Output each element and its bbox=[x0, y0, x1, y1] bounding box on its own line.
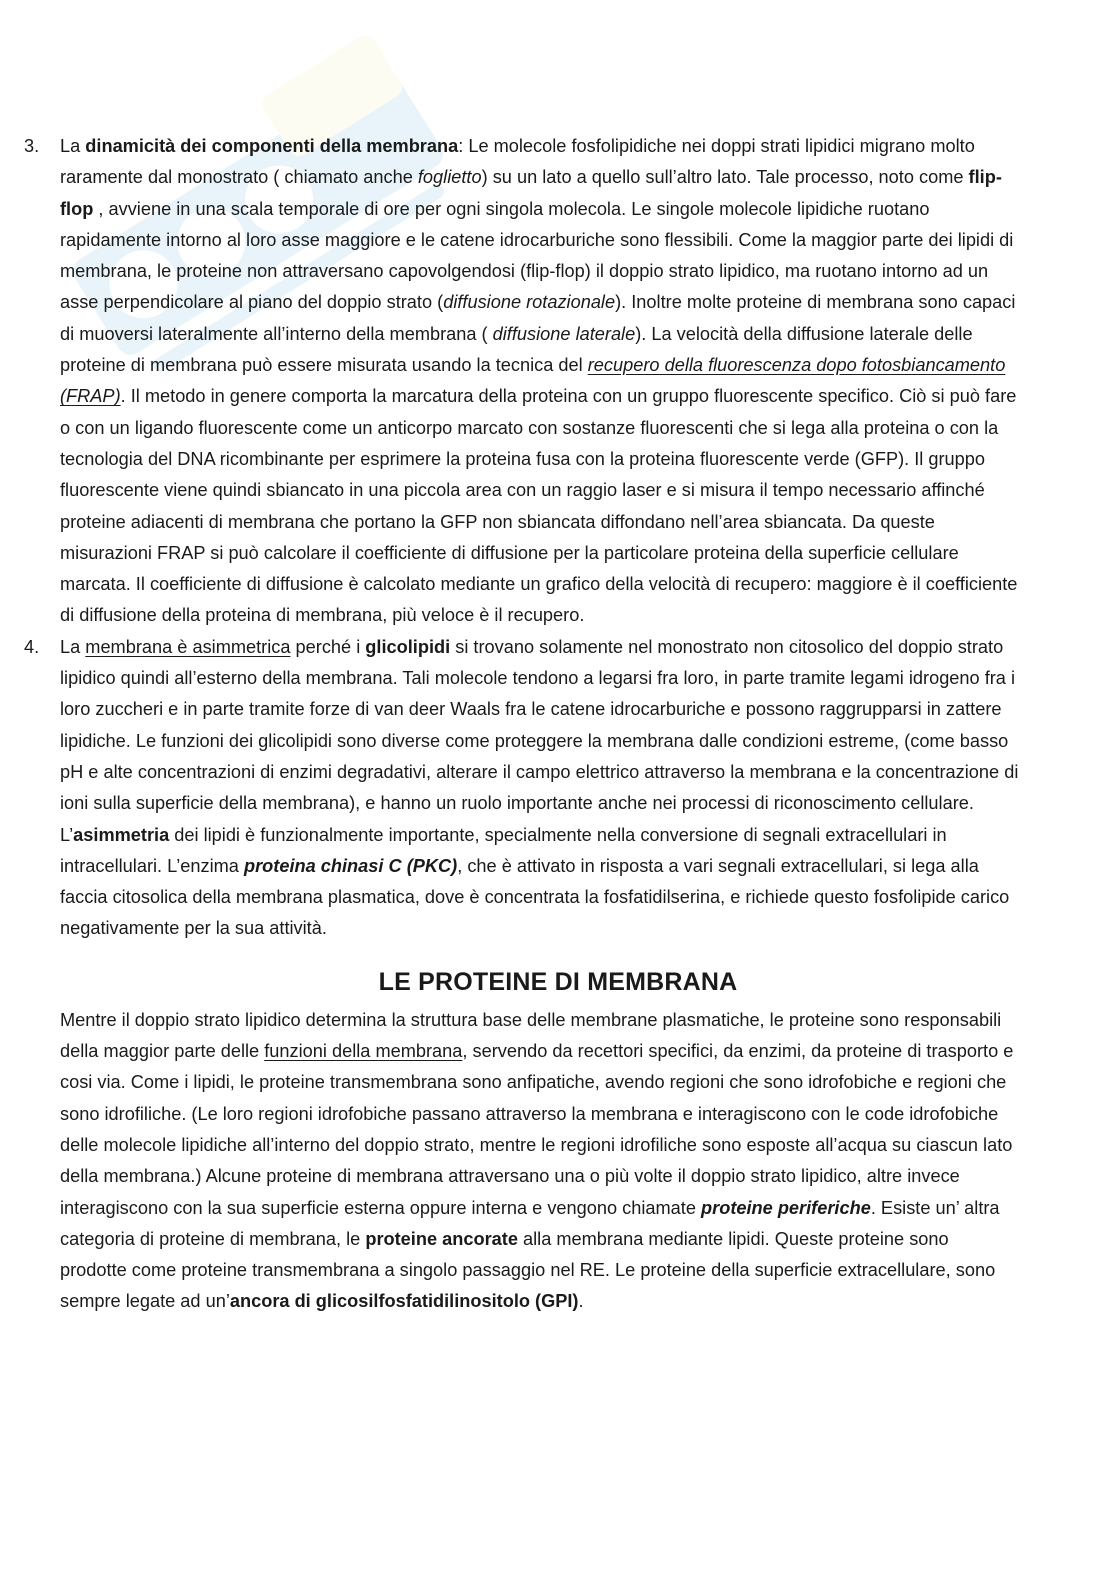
list-item-text: La membrana è asimmetrica perché i glicolipidi si trovano solamente nel monostrato non citosolico del doppio strato lipidico quindi all’esterno della membrana. Tali molecole tendono a legarsi fra loro, in parte tramite legami idrogeno fra i loro zuccheri e in parte tramite forze di van deer Waals fra le catene idrocarburiche e possono raggrupparsi in zattere lipidiche. Le funzioni dei glicolipidi sono diverse come proteggere la membrana dalle condizioni estreme, (come basso pH e alte concentrazioni di enzimi degradativi, alterare il campo elettrico attraverso la membrana e la concentrazione di ioni sulla superficie della membrana), e hanno un ruolo importante anche nei processi di riconoscimento cellulare. L’asimmetria dei lipidi è funzionalmente importante, specialmente nella conversione di segnali extracellulari in intracellulari. L’enzima proteina chinasi C (PKC), che è attivato in risposta a vari segnali extracellulari, si lega alla faccia citosolica della membrana plasmatica, dove è concentrata la fosfatidilserina, e richiede questo fosfolipide carico negativamente per la sua attività. bbox=[60, 636, 1019, 939]
section-paragraph: Mentre il doppio strato lipidico determina la struttura base delle membrane plasmatiche, le proteine sono responsabili della maggior parte delle funzioni della membrana, servendo da recettori specifici, da enzimi, da proteine di trasporto e cosi via. Come i lipidi, le proteine transmembrana sono anfipatiche, avendo regioni che sono idrofobiche e regioni che sono idrofiliche. (Le loro regioni idrofobiche passano attraverso la membrana e interagiscono con le code idrofobiche delle molecole lipidiche all’interno del doppio strato, mentre le regioni idrofiliche sono esposte all’acqua su ciascun lato della membrana.) Alcune proteine di membrana attraversano una o più volte il doppio strato lipidico, altre invece interagiscono con la sua superficie esterna oppure interna e vengono chiamate proteine periferiche. Esiste un’ altra categoria di proteine di membrana, le proteine ancorate alla membrana mediante lipidi. Queste proteine sono prodotte come proteine transmembrana a singolo passaggio nel RE. Le proteine della superficie extracellulare, sono sempre legate ad un’ancora di glicosilfosfatidilinositolo (GPI). bbox=[60, 1009, 1014, 1312]
document-page bbox=[0, 131, 1116, 1318]
list-item bbox=[0, 131, 1116, 632]
list-item-number: 4. bbox=[24, 636, 40, 657]
list-item-text: La dinamicità dei componenti della membrana: Le molecole fosfolipidiche nei doppi strati lipidici migrano molto raramente dal monostrato ( chiamato anche foglietto) su un lato a quello sull’altro lato. Tale processo, noto come flip-flop , avviene in una scala temporale di ore per ogni singola molecola. Le singole molecole lipidiche ruotano rapidamente intorno al loro asse maggiore e le catene idrocarburiche sono flessibili. Come la maggior parte dei lipidi di membrana, le proteine non attraversano capovolgendosi (flip-flop) il doppio strato lipidico, ma ruotano intorno ad un asse perpendicolare al piano del doppio strato (diffusione rotazionale). Inoltre molte proteine di membrana sono capaci di muoversi lateralmente all’interno della membrana ( diffusione laterale). La velocità della diffusione laterale delle proteine di membrana può essere misurata usando la tecnica del recupero della fluorescenza dopo fotosbiancamento (FRAP). Il metodo in genere comporta la marcatura della proteina con un gruppo fluorescente specifico. Ciò si può fare o con un ligando fluorescente come un anticorpo marcato con sostanze fluorescenti che si lega alla proteina o con la tecnologia del DNA ricombinante per esprimere la proteina fusa con la proteina fluorescente verde (GFP). Il gruppo fluorescente viene quindi sbiancato in una piccola area con un raggio laser e si misura il tempo necessario affinché proteine adiacenti di membrana che portano la GFP non sbiancata diffondano nell’area sbiancata. Da queste misurazioni FRAP si può calcolare il coefficiente di diffusione per la particolare proteina della superficie cellulare marcata. Il coefficiente di diffusione è calcolato mediante un grafico della velocità di recupero: maggiore è il coefficiente di diffusione della proteina di membrana, più veloce è il recupero. bbox=[60, 136, 1018, 626]
list-item bbox=[0, 632, 1116, 945]
section-heading: LE PROTEINE DI MEMBRANA bbox=[378, 967, 738, 996]
list-item-number: 3. bbox=[24, 136, 40, 156]
